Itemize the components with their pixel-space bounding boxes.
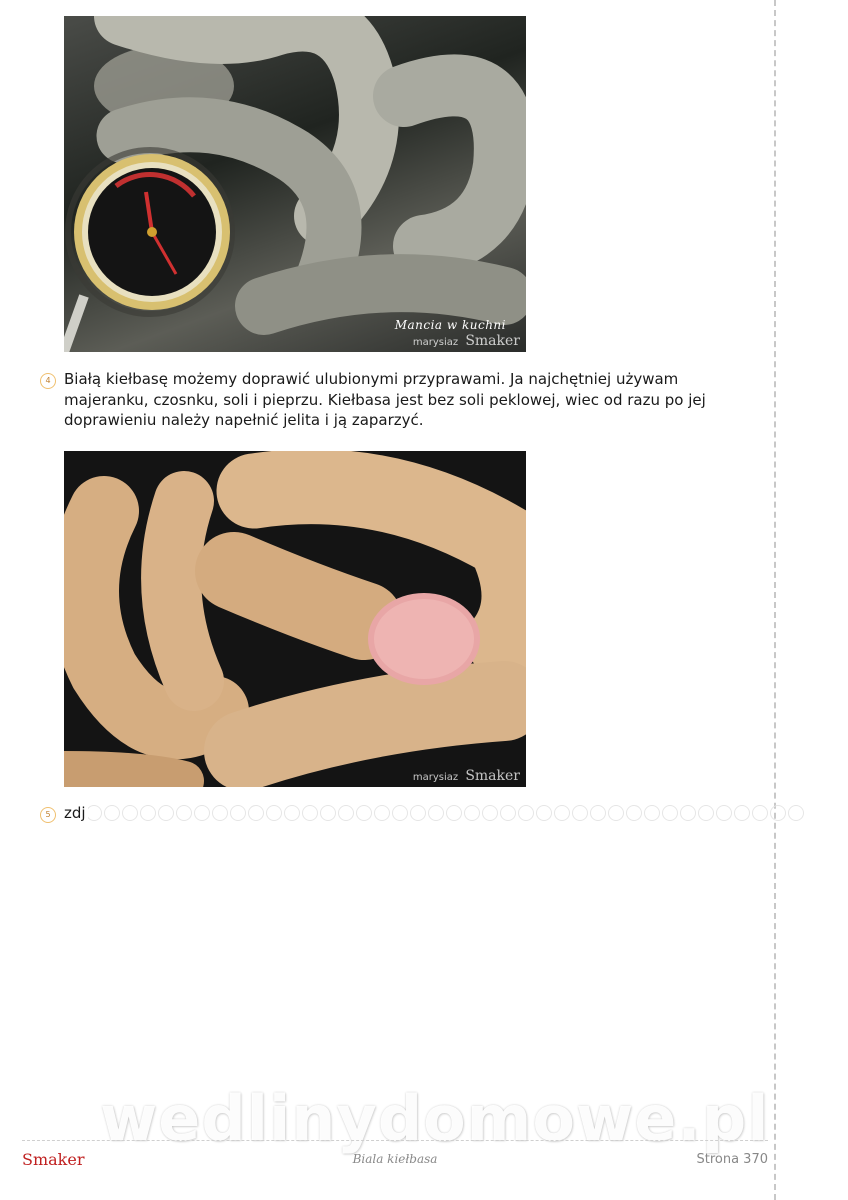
recipe-step [40,803,760,824]
footer-page-number: Strona 370 [696,1152,768,1167]
photo-credit-user: marysiaz [412,337,459,348]
photo-credit [413,768,520,784]
step-number-badge: 4 [40,373,56,389]
step-text: Białą kiełbasę możemy doprawić ulubionymi przyprawami. Ja najchętniej używam majeranku, czosnku, soli i pieprzu. Kiełbasa jest bez soli peklowej, wiec od razu po jej doprawieniu należy napełnić jelita i ją zaparzyć. [64,370,706,429]
footer-divider [22,1140,768,1141]
photo-credit-user: marysiaz [412,772,459,783]
photo-finished-sausages [64,451,526,787]
step-text [64,803,754,824]
photo-credit [413,333,520,349]
photo-signature: Mancia w kuchni [394,318,506,332]
step-text-content: zdj [64,804,86,822]
decorative-circle-row [86,803,804,825]
step-number-badge: 5 [40,807,56,823]
photo-sausages-with-thermometer [64,16,526,352]
smaker-logo [22,1150,84,1169]
site-watermark: wedlinydomowe.pl [100,1082,770,1155]
photo-sausages-drawing [64,451,526,787]
photo-credit-brand: Smaker [465,768,520,784]
recipe-step [40,369,760,431]
footer-recipe-title: Biala kiełbasa [352,1152,438,1166]
photo-thermometer-drawing [64,16,526,352]
logo-text: Smaker [22,1150,85,1169]
page-edge-divider [774,0,776,1200]
photo-credit-brand: Smaker [465,333,520,349]
